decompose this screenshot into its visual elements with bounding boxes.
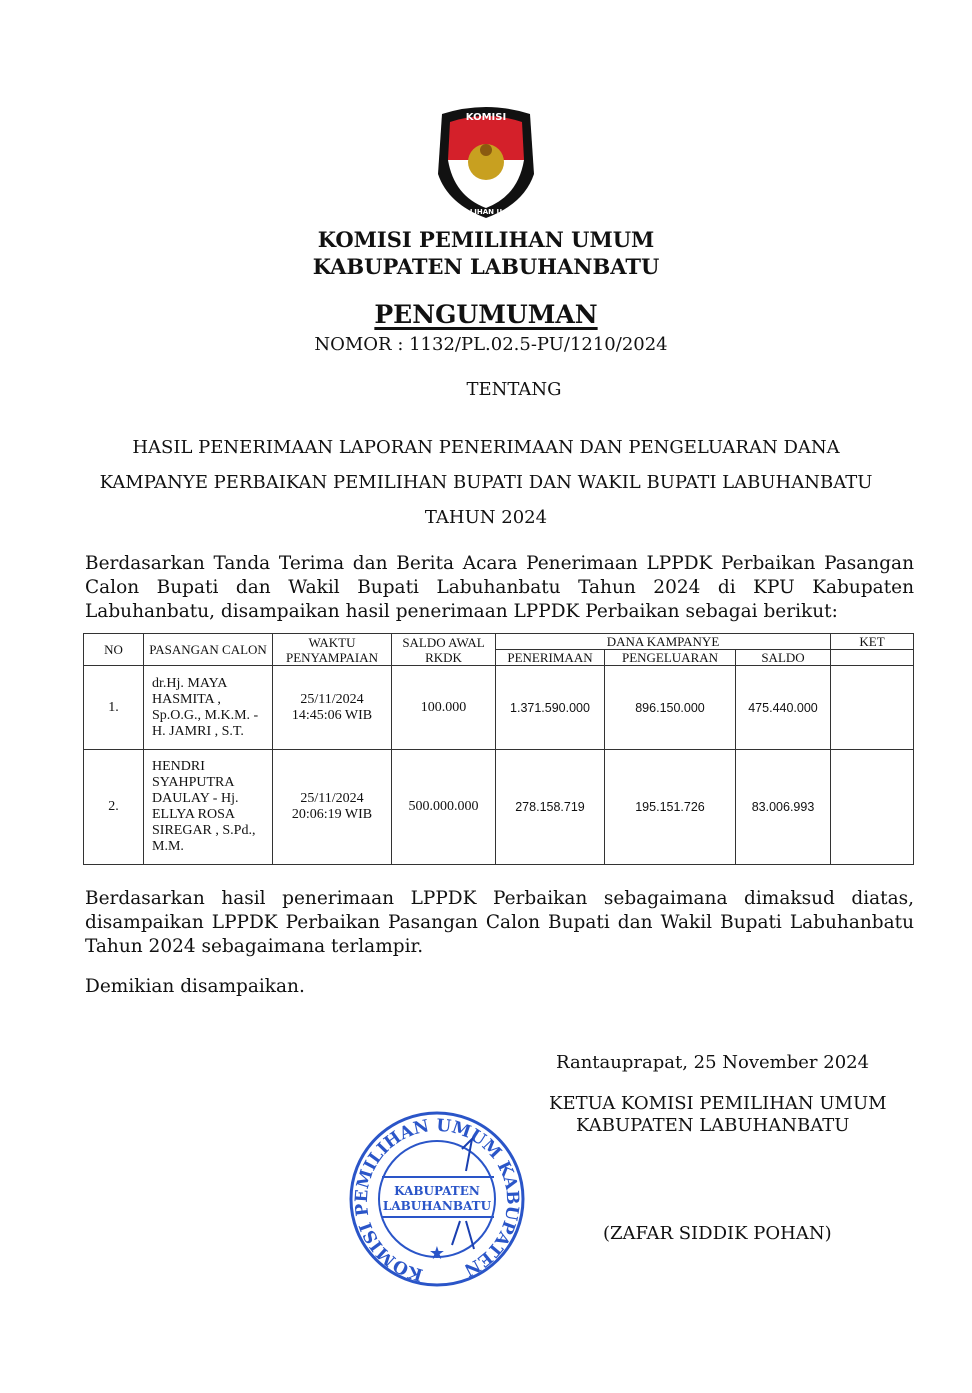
org-name: KOMISI PEMILIHAN UMUM KABUPATEN LABUHANBATU xyxy=(312,227,660,279)
doc-subject: HASIL PENERIMAAN LAPORAN PENERIMAAN DAN PENGELUARAN DANA KAMPANYE PERBAIKAN PEMILIHAN BUPATI DAN WAKIL BUPATI LABUHANBATU TAHUN 2024 xyxy=(99,437,873,528)
col-penerimaan: PENERIMAAN xyxy=(496,650,605,666)
lppdk-table xyxy=(83,633,914,865)
intro-paragraph: Berdasarkan Tanda Terima dan Berita Acara Penerimaan LPPDK Perbaikan Pasangan Calon Bupati dan Wakil Bupati Labuhanbatu Tahun 2024 di KPU Kabupaten Labuhanbatu, disampaikan hasil penerimaan LPPDK Perbaikan sebagai berikut: xyxy=(85,553,914,622)
demikian: Demikian disampaikan. xyxy=(85,976,305,997)
col-saldo: SALDO xyxy=(736,650,831,666)
col-ket: KET xyxy=(831,634,914,650)
doc-title: PENGUMUMAN xyxy=(374,300,598,329)
closing-paragraph: Berdasarkan hasil penerimaan LPPDK Perbaikan sebagaimana dimaksud diatas, disampaikan LPPDK Perbaikan Pasangan Calon Bupati dan Wakil Bupati Labuhanbatu Tahun 2024 sebagaimana terlampir. xyxy=(85,888,914,957)
signatory-name: (ZAFAR SIDDIK POHAN) xyxy=(603,1223,832,1244)
place-date: Rantauprapat, 25 November 2024 xyxy=(556,1052,870,1073)
svg-text:KOMISI PEMILIHAN UMUM KABUPATE: KOMISI PEMILIHAN UMUM KABUPATEN xyxy=(351,1115,523,1285)
signatory-role: KETUA KOMISI PEMILIHAN UMUM KABUPATEN LABUHANBATU xyxy=(549,1093,887,1136)
svg-text:LIHAN U: LIHAN U xyxy=(469,208,503,216)
kpu-logo xyxy=(434,104,538,220)
col-no: NO xyxy=(84,634,144,666)
table-row: 1. dr.Hj. MAYA HASMITA , Sp.O.G., M.K.M. - H. JAMRI , S.T. 25/11/2024 14:45:06 WIB 100.000 1.371.590.000 896.150.000 475.440.000 xyxy=(84,666,914,750)
tentang: TENTANG xyxy=(466,379,562,400)
col-pengeluaran: PENGELUARAN xyxy=(605,650,736,666)
official-stamp xyxy=(344,1109,530,1289)
col-waktu: WAKTU PENYAMPAIAN xyxy=(273,634,392,666)
doc-number: NOMOR : 1132/PL.02.5-PU/1210/2024 xyxy=(314,334,668,355)
logo-text: KOMISI xyxy=(465,112,507,123)
svg-text:KABUPATEN: KABUPATEN xyxy=(394,1184,480,1198)
table-row: 2. HENDRI SYAHPUTRA DAULAY - Hj. ELLYA ROSA SIREGAR , S.Pd., M.M. 25/11/2024 20:06:19 WIB 500.000.000 278.158.719 195.151.726 83.006.993 xyxy=(84,750,914,865)
col-pasangan: PASANGAN CALON xyxy=(144,634,273,666)
star-icon: ★ xyxy=(428,1243,446,1264)
col-saldo-awal: SALDO AWAL RKDK xyxy=(392,634,496,666)
svg-text:LABUHANBATU: LABUHANBATU xyxy=(382,1199,492,1213)
signature-block xyxy=(351,1052,972,1285)
col-dana-kampanye: DANA KAMPANYE xyxy=(496,634,831,650)
